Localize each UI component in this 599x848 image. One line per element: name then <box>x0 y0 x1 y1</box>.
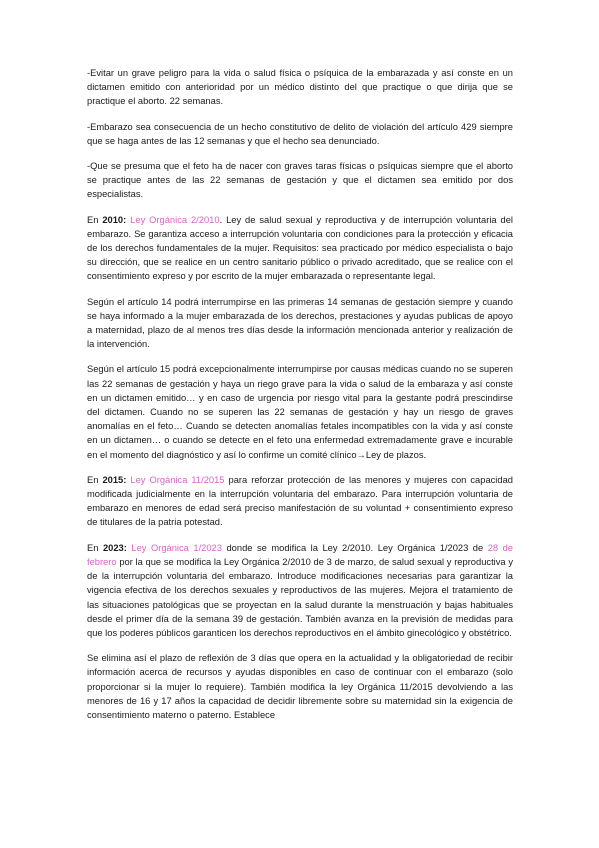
paragraph-text: donde se modifica la Ley 2/2010. Ley Orgánica 1/2023 de <box>221 542 488 553</box>
paragraph-text: por la que se modifica la Ley Orgánica 2/2010 de 3 de marzo, de salud sexual y reproductiva y de la interrupción voluntaria del embarazo. Introduce modificaciones necesarias para garantizar la vigencia efectiva de los derechos sexuales y reproductivos de las mujeres. Mejora el tratamiento de las situaciones patológicas que se proyectan en la salud durante la menstruación y bajas habituales desde el primer día de la semana 39 de gestación. También avanza en la previsión de medidas para que los poderes públicos garanticen los derechos reproductivos en el ámbito ginecológico y obstétrico. <box>87 556 513 638</box>
law-link[interactable]: Ley Orgánica 1/2023 <box>131 542 222 553</box>
paragraph-text: En <box>87 214 103 225</box>
law-link[interactable]: Ley Orgánica 11/2015 <box>130 474 225 485</box>
paragraph-text: -Embarazo sea consecuencia de un hecho constitutivo de delito de violación del artículo 429 siempre que se haga antes de las 12 semanas y que el hecho sea denunciado. <box>87 121 513 146</box>
document-body <box>87 66 513 722</box>
paragraph <box>87 473 513 530</box>
paragraph-text: para reforzar protección de las menores y mujeres con capacidad modificada judicialmente en la interrupción voluntaria del embarazo. Para interrupción voluntaria de embarazo en menores de edad será preciso manifestación de su voluntad + consentimiento expreso de titulares de la patria potestad. <box>87 474 513 528</box>
paragraph-text: En <box>87 474 103 485</box>
year-heading: 2010: <box>102 214 127 225</box>
paragraph <box>87 159 513 202</box>
year-heading: 2015: <box>102 474 127 485</box>
paragraph-text: Según el artículo 14 podrá interrumpirse en las primeras 14 semanas de gestación siempre y cuando se haya informado a la mujer embarazada de los derechos, prestaciones y ayudas publicas de apoyo a maternidad, plazo de al menos tres días desde la información mencionada anterior y realización de la intervención. <box>87 296 513 350</box>
paragraph <box>87 295 513 352</box>
law-link[interactable]: Ley Orgánica 2/2010 <box>130 214 220 225</box>
paragraph <box>87 120 513 148</box>
paragraph-text: Según el artículo 15 podrá excepcionalmente interrumpirse por causas médicas cuando no se superen las 22 semanas de gestación y haya un riego grave para la vida o salud de la embaraza y así conste en un dictamen emitido… y en caso de urgencia por riesgo vital para la gestante podrá prescindirse del dictamen. Cuando no se superen las 22 semanas de gestación y hay un riesgo de graves anomalías en el feto… Cuando se detecten anomalías fetales incompatibles con la vida y así conste en un dictamen… o cuando se detecte en el feto una enfermedad extremadamente grave e incurable en el momento del diagnóstico y así lo confirme un comité clínico→Ley de plazos. <box>87 364 513 460</box>
paragraph-text: En <box>87 542 103 553</box>
paragraph <box>87 651 513 722</box>
paragraph <box>87 213 513 284</box>
paragraph <box>87 541 513 640</box>
paragraph <box>87 66 513 109</box>
paragraph <box>87 362 513 461</box>
year-heading: 2023: <box>102 542 127 553</box>
law-link[interactable]: 28 de febrero <box>87 542 514 567</box>
paragraph-text: -Evitar un grave peligro para la vida o salud física o psíquica de la embarazada y así conste en un dictamen emitido con anterioridad por un médico distinto del que practique o que dirija que se practique el aborto. 22 semanas. <box>87 68 513 107</box>
paragraph-text: . Ley de salud sexual y reproductiva y de interrupción voluntaria del embarazo. Se garantiza acceso a interrupción voluntaria con condiciones para la protección y eficacia de los derechos fundamentales de la mujer. Requisitos: sea practicado por médico especialista o bajo su dirección, que se realice en un centro sanitario público o privado acreditado, que se realice con el consentimiento expreso y por escrito de la mujer embarazada o representante legal. <box>87 214 513 282</box>
paragraph-text: -Que se presuma que el feto ha de nacer con graves taras físicas o psíquicas siempre que el aborto se practique antes de las 22 semanas de gestación y que el dictamen sea emitido por dos especialistas. <box>87 161 513 200</box>
paragraph-text: Se elimina así el plazo de reflexión de 3 días que opera en la actualidad y la obligatoriedad de recibir información acerca de recursos y ayudas disponibles en caso de continuar con el embarazo (solo proporcionar si la mujer lo requiere). También modifica la ley Orgánica 11/2015 devolviendo a las menores de 16 y 17 años la capacidad de decidir libremente sobre su maternidad sin la exigencia de consentimiento materno o paterno. Establece <box>87 653 513 720</box>
